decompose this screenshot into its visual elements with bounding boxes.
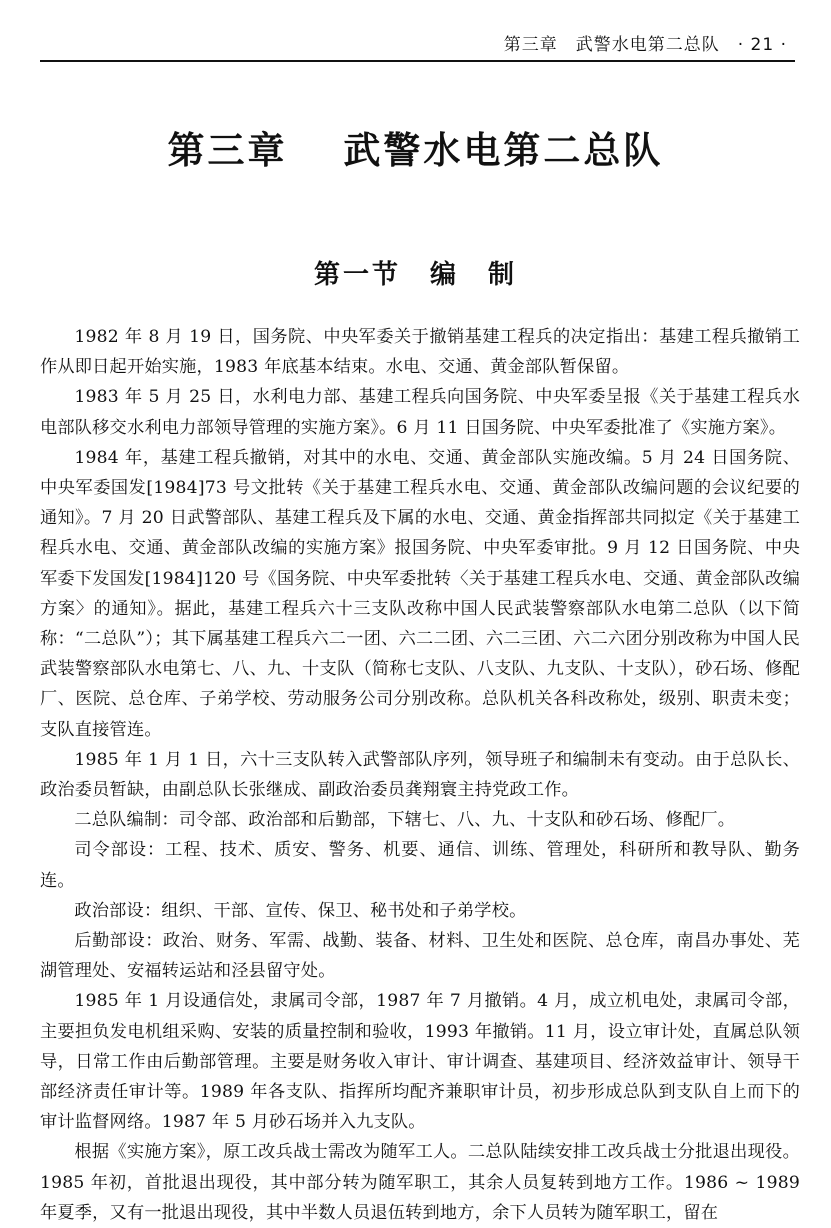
paragraph: 后勤部设：政治、财务、军需、战勤、装备、材料、卫生处和医院、总仓库，南昌办事处、芜湖管理处、安福转运站和泾县留守处。 [40, 931, 800, 982]
section-title: 第一节 编 制 [313, 260, 517, 290]
chapter-title: 第三章 武警水电第二总队 [167, 129, 664, 172]
paragraph: 政治部设：组织、干部、宣传、保卫、秘书处和子弟学校。 [74, 900, 527, 921]
paragraph: 1985 年 1 月设通信处，隶属司令部，1987 年 7 月撤销。4 月，成立机电处，隶属司令部，主要担负发电机组采购、安装的质量控制和验收，1993 年撤销。11 月，设立审计处，直属总队领导，日常工作由后勤部管理。主要是财务收入审计、审计调查、基建项目、经济效益审计、领导干部经济责任审计等。1989 年各支队、指挥所均配齐兼职审计员，初步形成总队到支队自上而下的审计监督网络。1987 年 5 月砂石场并入九支队。 [40, 991, 800, 1133]
paragraph: 1985 年 1 月 1 日，六十三支队转入武警部队序列，领导班子和编制未有变动。由于总队长、政治委员暂缺，由副总队长张继成、副政治委员龚翔寰主持党政工作。 [40, 749, 800, 801]
running-header-text: 第三章 武警水电第二总队 · 21 · [503, 35, 787, 55]
paragraph: 1983 年 5 月 25 日，水利电力部、基建工程兵向国务院、中央军委呈报《关于基建工程兵水电部队移交水利电力部领导管理的实施方案》。6 月 11 日国务院、中央军委批准了《实施方案》。 [40, 387, 800, 438]
paragraph: 1984 年，基建工程兵撤销，对其中的水电、交通、黄金部队实施改编。5 月 24 日国务院、中央军委国发[1984]73 号文批转《关于基建工程兵水电、交通、黄金部队改编问题的会议纪要的通知》。7 月 20 日武警部队、基建工程兵及下属的水电、交通、黄金指挥部共同拟定《关于基建工程兵水电、交通、黄金部队改编的实施方案》报国务院、中央军委审批。9 月 12 日国务院、中央军委下发国发[1984]120 号《国务院、中央军委批转〈关于基建工程兵水电、交通、黄金部队改编方案〉的通知》。据此，基建工程兵六十三支队改称中国人民武装警察部队水电第二总队（以下简称：“二总队”）；其下属基建工程兵六二一团、六二二团、六二三团、六二六团分别改称为中国人民武装警察部队水电第七、八、九、十支队（简称七支队、八支队、九支队、十支队），砂石场、修配厂、医院、总仓库、子弟学校、劳动服务公司分别改称。总队机关各科改称处，级别、职责未变；支队直接管连。 [40, 447, 800, 740]
body-text [40, 322, 800, 1228]
running-header [40, 22, 795, 62]
paragraph: 1982 年 8 月 19 日，国务院、中央军委关于撤销基建工程兵的决定指出：基建工程兵撤销工作从即日起开始实施，1983 年底基本结束。水电、交通、黄金部队暂保留。 [40, 327, 800, 378]
paragraph: 根据《实施方案》，原工改兵战士需改为随军工人。二总队陆续安排工改兵战士分批退出现役。1985 年初，首批退出现役，其中部分转为随军职工，其余人员复转到地方工作。1986 ~ 1989 年夏季，又有一批退出现役，其中半数人员退伍转到地方，余下人员转为随军职工，留在 [40, 1142, 800, 1223]
paragraph: 二总队编制：司令部、政治部和后勤部，下辖七、八、九、十支队和砂石场、修配厂。 [74, 810, 736, 831]
paragraph: 司令部设：工程、技术、质安、警务、机要、通信、训练、管理处，科研所和教导队、勤务连。 [40, 840, 800, 891]
